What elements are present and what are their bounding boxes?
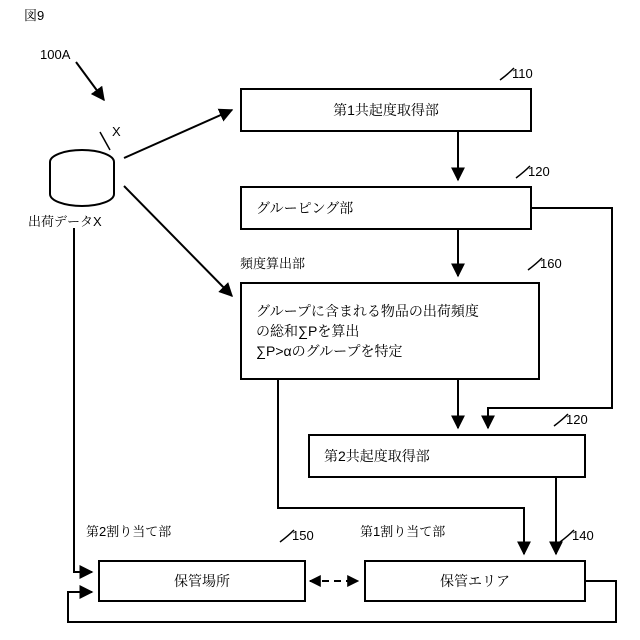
- data-source-label: 出荷データX: [28, 214, 102, 229]
- data-source-marker-label: X: [112, 124, 121, 139]
- node-storage-location-text: 保管場所: [174, 573, 230, 589]
- node-second-cooccurrence-unit-text: 第2共起度取得部: [324, 448, 430, 464]
- ref-140: 140: [572, 528, 594, 543]
- figure-label: 図9: [24, 8, 45, 23]
- node-frequency-calc-unit[interactable]: [240, 282, 540, 380]
- node-frequency-calc-unit-text: グループに含まれる物品の出荷頻度 の総和∑Pを算出 ∑P>αのグループを特定: [256, 303, 479, 359]
- node-second-cooccurrence-unit[interactable]: [308, 434, 586, 478]
- node-first-cooccurrence-unit[interactable]: [240, 88, 532, 132]
- caption-first-allocation-unit: 第1割り当て部: [360, 524, 446, 539]
- node-storage-area[interactable]: [364, 560, 586, 602]
- node-storage-location[interactable]: [98, 560, 306, 602]
- node-first-cooccurrence-unit-text: 第1共起度取得部: [333, 102, 439, 118]
- ref-110: 110: [512, 66, 533, 81]
- node-grouping-unit-text: グルーピング部: [256, 200, 354, 216]
- ref-160: 160: [540, 256, 562, 271]
- node-storage-area-text: 保管エリア: [440, 573, 510, 589]
- caption-second-allocation-unit: 第2割り当て部: [86, 524, 172, 539]
- system-id-label: 100A: [40, 47, 71, 62]
- caption-frequency-calc-unit: 頻度算出部: [240, 256, 306, 271]
- ref-120-b: 120: [566, 412, 588, 427]
- ref-150: 150: [292, 528, 314, 543]
- ref-120-a: 120: [528, 164, 550, 179]
- node-grouping-unit[interactable]: [240, 186, 532, 230]
